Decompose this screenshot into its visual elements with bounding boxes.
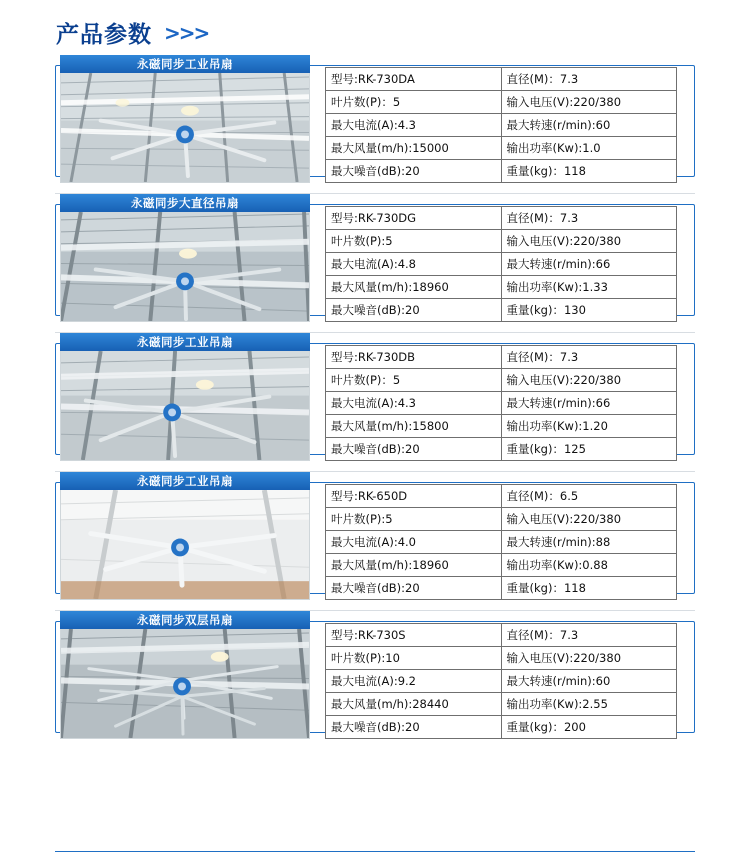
spec-cell: 重量(kg)：125	[501, 438, 676, 461]
product-block	[55, 472, 695, 600]
fan-photo	[60, 629, 310, 739]
table-row	[326, 91, 677, 114]
spec-cell: 输入电压(V):220/380	[501, 508, 676, 531]
spec-cell: 最大电流(A):4.8	[326, 253, 502, 276]
spec-cell: 型号:RK-730DG	[326, 207, 502, 230]
product-label: 永磁同步工业吊扇	[60, 472, 310, 490]
product-block	[55, 55, 695, 183]
fan-photo	[60, 73, 310, 183]
spec-cell: 重量(kg)：118	[501, 577, 676, 600]
fan-photo	[60, 351, 310, 461]
spec-cell: 最大风量(m/h):18960	[326, 554, 502, 577]
spec-table	[325, 67, 677, 183]
table-row	[326, 68, 677, 91]
spec-cell: 输入电压(V):220/380	[501, 647, 676, 670]
table-row	[326, 253, 677, 276]
spec-cell: 最大噪音(dB):20	[326, 438, 502, 461]
spec-cell: 直径(M)：7.3	[501, 207, 676, 230]
table-row	[326, 114, 677, 137]
spec-cell: 最大电流(A):9.2	[326, 670, 502, 693]
arrows-decoration: >>>	[164, 20, 209, 45]
spec-cell: 型号:RK-730DA	[326, 68, 502, 91]
spec-cell: 最大转速(r/min):88	[501, 531, 676, 554]
page-title: 产品参数	[56, 22, 152, 48]
product-label: 永磁同步工业吊扇	[60, 333, 310, 351]
table-row	[326, 137, 677, 160]
spec-cell: 直径(M)：7.3	[501, 624, 676, 647]
product-block	[55, 333, 695, 461]
spec-cell: 直径(M)：6.5	[501, 485, 676, 508]
spec-cell: 重量(kg)：118	[501, 160, 676, 183]
spec-table	[325, 345, 677, 461]
table-row	[326, 369, 677, 392]
ceiling-fan-illustration	[61, 351, 309, 460]
spec-cell: 型号:RK-650D	[326, 485, 502, 508]
spec-cell: 最大噪音(dB):20	[326, 716, 502, 739]
ceiling-fan-illustration	[61, 212, 309, 321]
spec-cell: 最大噪音(dB):20	[326, 160, 502, 183]
table-row	[326, 299, 677, 322]
spec-cell: 最大风量(m/h):15800	[326, 415, 502, 438]
product-thumbnail	[60, 611, 310, 739]
spec-cell: 最大噪音(dB):20	[326, 577, 502, 600]
table-row	[326, 346, 677, 369]
table-row	[326, 624, 677, 647]
spec-cell: 最大风量(m/h):15000	[326, 137, 502, 160]
spec-cell: 最大电流(A):4.0	[326, 531, 502, 554]
spec-cell: 最大电流(A):4.3	[326, 114, 502, 137]
spec-cell: 输入电压(V):220/380	[501, 369, 676, 392]
table-row	[326, 670, 677, 693]
table-row	[326, 554, 677, 577]
table-row	[326, 531, 677, 554]
product-label: 永磁同步双层吊扇	[60, 611, 310, 629]
table-row	[326, 207, 677, 230]
spec-cell: 叶片数(P):5	[326, 230, 502, 253]
spec-cell: 输出功率(Kw):1.0	[501, 137, 676, 160]
spec-cell: 叶片数(P):10	[326, 647, 502, 670]
spec-cell: 重量(kg)：130	[501, 299, 676, 322]
table-row	[326, 485, 677, 508]
spec-cell: 直径(M)：7.3	[501, 346, 676, 369]
table-row	[326, 438, 677, 461]
product-block	[55, 194, 695, 322]
spec-table	[325, 206, 677, 322]
ceiling-fan-illustration	[61, 629, 309, 738]
spec-cell: 输出功率(Kw):2.55	[501, 693, 676, 716]
spec-cell: 叶片数(P)：5	[326, 369, 502, 392]
spec-cell: 输出功率(Kw):1.20	[501, 415, 676, 438]
spec-cell: 叶片数(P):5	[326, 508, 502, 531]
spec-cell: 最大转速(r/min):60	[501, 114, 676, 137]
spec-cell: 最大转速(r/min):66	[501, 253, 676, 276]
table-row	[326, 276, 677, 299]
table-row	[326, 716, 677, 739]
product-block	[55, 611, 695, 739]
table-row	[326, 415, 677, 438]
spec-cell: 型号:RK-730S	[326, 624, 502, 647]
spec-cell: 叶片数(P)：5	[326, 91, 502, 114]
ceiling-fan-illustration	[61, 73, 309, 182]
fan-photo	[60, 490, 310, 600]
product-thumbnail	[60, 472, 310, 600]
spec-cell: 输出功率(Kw):0.88	[501, 554, 676, 577]
product-thumbnail	[60, 333, 310, 461]
product-thumbnail	[60, 194, 310, 322]
page-header	[0, 0, 750, 55]
spec-cell: 输出功率(Kw):1.33	[501, 276, 676, 299]
product-label: 永磁同步大直径吊扇	[60, 194, 310, 212]
spec-cell: 最大转速(r/min):60	[501, 670, 676, 693]
spec-cell: 重量(kg)：200	[501, 716, 676, 739]
bottom-rule	[55, 851, 695, 852]
fan-photo	[60, 212, 310, 322]
table-row	[326, 508, 677, 531]
table-row	[326, 647, 677, 670]
product-label: 永磁同步工业吊扇	[60, 55, 310, 73]
table-row	[326, 693, 677, 716]
spec-cell: 最大噪音(dB):20	[326, 299, 502, 322]
spec-cell: 输入电压(V):220/380	[501, 230, 676, 253]
table-row	[326, 577, 677, 600]
spec-cell: 输入电压(V):220/380	[501, 91, 676, 114]
spec-cell: 最大风量(m/h):28440	[326, 693, 502, 716]
spec-cell: 最大转速(r/min):66	[501, 392, 676, 415]
spec-cell: 型号:RK-730DB	[326, 346, 502, 369]
table-row	[326, 392, 677, 415]
spec-cell: 最大风量(m/h):18960	[326, 276, 502, 299]
spec-table	[325, 484, 677, 600]
spec-cell: 最大电流(A):4.3	[326, 392, 502, 415]
ceiling-fan-illustration	[61, 490, 309, 599]
spec-table	[325, 623, 677, 739]
table-row	[326, 160, 677, 183]
table-row	[326, 230, 677, 253]
spec-cell: 直径(M)：7.3	[501, 68, 676, 91]
product-thumbnail	[60, 55, 310, 183]
